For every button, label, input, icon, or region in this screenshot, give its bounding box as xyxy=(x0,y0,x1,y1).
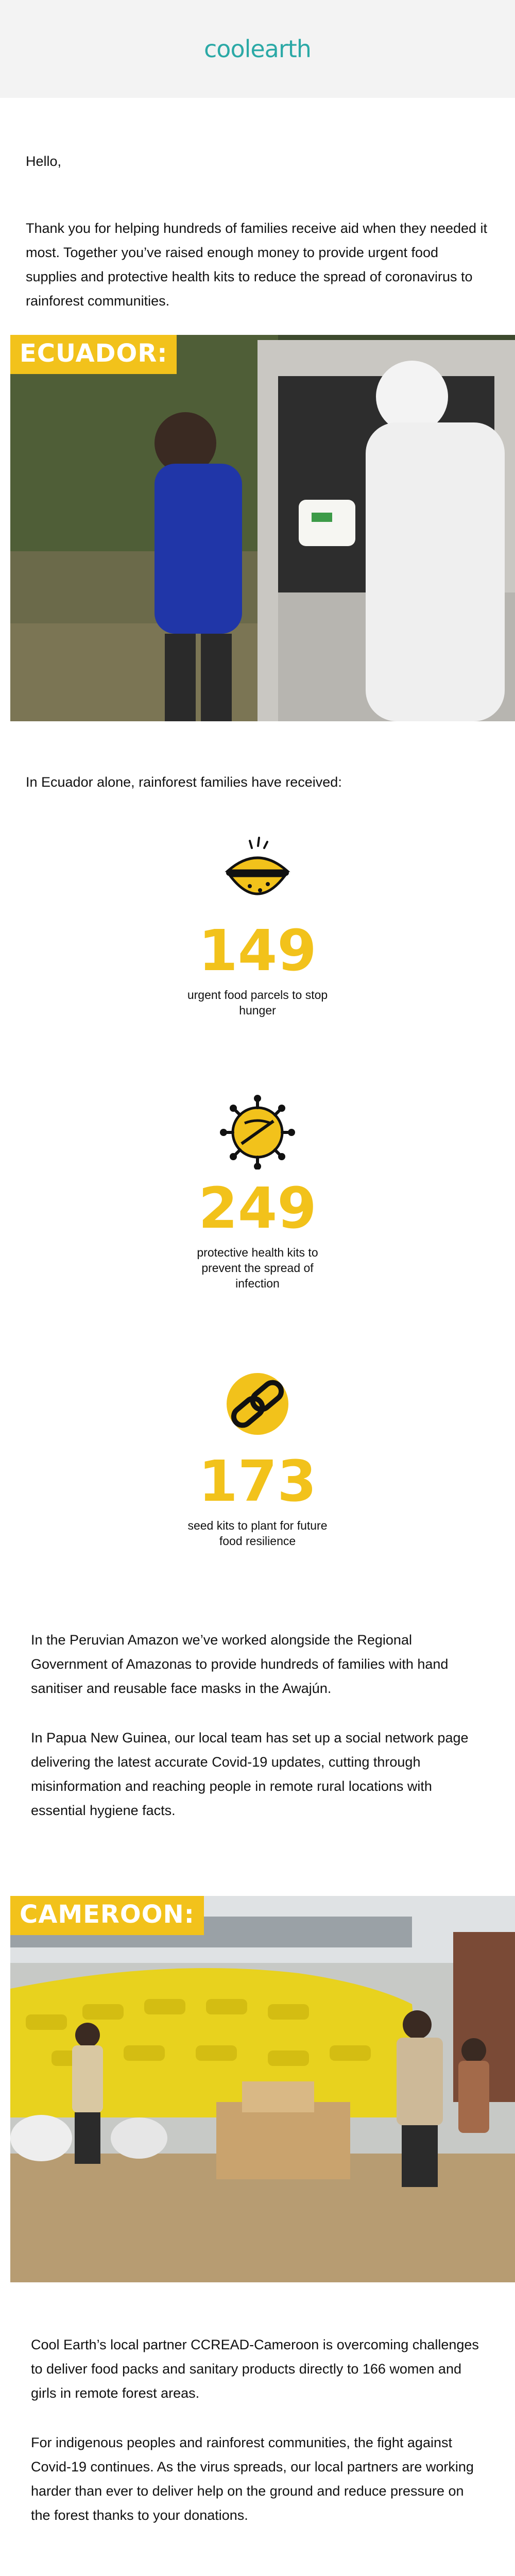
png-paragraph: In Papua New Guinea, our local team has set up a social network page delivering the latest accurate Covid-19 updates, cutting through misinformation and reaching people in remote rural locations with essential hygiene facts. xyxy=(31,1730,469,1818)
ecuador-photo-illustration xyxy=(10,335,515,721)
chain-link-icon xyxy=(219,1365,296,1443)
greeting: Hello, xyxy=(26,154,62,169)
stat-caption: seed kits to plant for future food resilience xyxy=(187,1519,328,1548)
ecuador-photo xyxy=(10,335,515,721)
ecuador-lead: In Ecuador alone, rainforest families have received: xyxy=(26,774,342,790)
peru-paragraph: In the Peruvian Amazon we’ve worked alongside the Regional Government of Amazonas to provide hundreds of families with hand sanitiser and reusable face masks in the Awajún. xyxy=(31,1632,449,1696)
stat-health-kits xyxy=(0,1092,515,1365)
stat-seed-kits xyxy=(0,1365,515,1628)
food-bowl-icon xyxy=(219,835,296,912)
coolearth-logo[interactable] xyxy=(204,35,311,63)
cameroon-paragraph-1: Cool Earth’s local partner CCREAD-Cameroon is overcoming challenges to deliver food packs and sanitary products directly to 166 women and girls in remote forest areas. xyxy=(31,2337,479,2401)
stat-caption: protective health kits to prevent the spread of infection xyxy=(197,1246,318,1290)
stat-caption: urgent food parcels to stop hunger xyxy=(187,988,328,1017)
brand-text: coolearth xyxy=(204,35,311,63)
cameroon-photo xyxy=(10,1896,515,2282)
email-header xyxy=(0,0,515,98)
intro-paragraph: Thank you for helping hundreds of families receive aid when they needed it most. Together you’ve raised enough money to provide urgent food supplies and protective health kits to reduce the spread of coronavirus to rainforest communities. xyxy=(26,221,488,309)
cameroon-tag: CAMEROON: xyxy=(10,1896,204,1935)
ecuador-tag: ECUADOR: xyxy=(10,335,177,374)
stat-value: 249 xyxy=(198,1175,317,1241)
cameroon-paragraph-2: For indigenous peoples and rainforest communities, the fight against Covid-19 continues. As the virus spreads, our local partners are working harder than ever to deliver help on the ground and reduce pressure on the forest thanks to your donations. xyxy=(31,2435,474,2523)
virus-shield-icon xyxy=(219,1092,296,1170)
stat-value: 149 xyxy=(198,918,317,984)
stat-value: 173 xyxy=(198,1448,317,1514)
cameroon-photo-illustration xyxy=(10,1896,515,2282)
stat-food-parcels xyxy=(0,835,515,1092)
